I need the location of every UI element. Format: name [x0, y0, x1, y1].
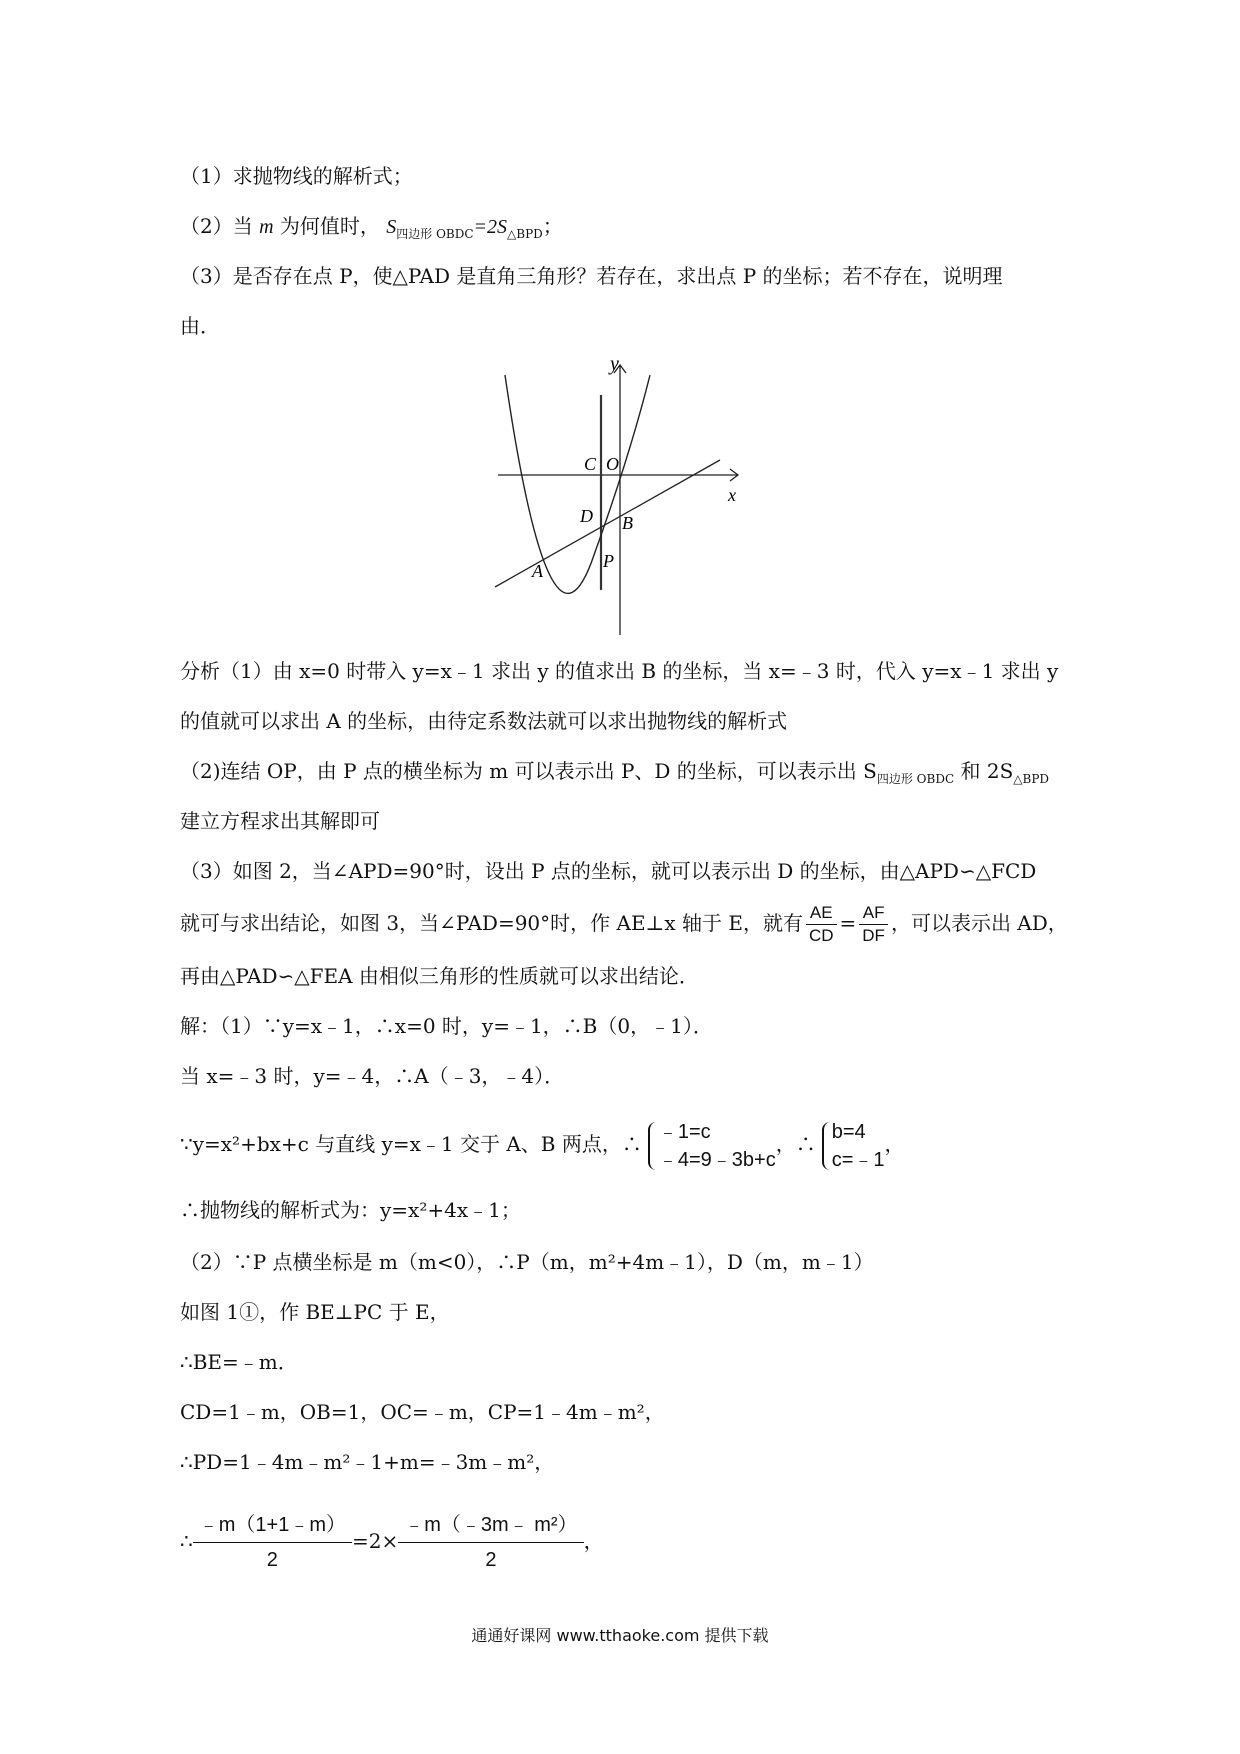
- question-3-line1: （3）是否存在点 P，使△PAD 是直角三角形？若存在，求出点 P 的坐标；若不存在，说明理: [180, 264, 1003, 288]
- fraction-af-df: [858, 902, 889, 947]
- question-1: （1）求抛物线的解析式；: [180, 164, 413, 188]
- frac-right-num: ﹣m（﹣3m﹣ m²）: [398, 1508, 583, 1543]
- solution-line-2: 当 x=﹣3 时，y=﹣4，∴A（﹣3，﹣4）．: [180, 1064, 565, 1088]
- footer-credit: 通通好课网 www.tthaoke.com 提供下载: [471, 1626, 769, 1645]
- solution-line-7: ∴BE=﹣m．: [180, 1350, 298, 1374]
- analysis-line-4: 建立方程求出其解即可: [180, 809, 380, 833]
- solution-line-3: [180, 1108, 905, 1180]
- frac-left-den: 2: [266, 1549, 278, 1571]
- question-3-line2: 由．: [180, 314, 220, 338]
- frac-right-den: 2: [485, 1549, 497, 1571]
- sys2-row2: c=﹣1: [831, 1148, 885, 1171]
- label-y: y: [610, 353, 619, 375]
- parabola-figure: [480, 345, 760, 645]
- analysis-line-7: 再由△PAD∽△FEA 由相似三角形的性质就可以求出结论．: [180, 964, 699, 988]
- solution-line-9: ∴PD=1﹣4m﹣m²﹣1+m=﹣3m﹣m²，: [180, 1450, 555, 1474]
- frac-left-num: ﹣m（1+1﹣m）: [193, 1508, 352, 1543]
- solution-line-1: 解：（1）∵y=x﹣1，∴x=0 时，y=﹣1，∴B（0，﹣1）．: [180, 1014, 713, 1038]
- analysis-l3-b: 和 2S: [960, 759, 1014, 783]
- solution-s3-a: ∵y=x²+bx+c 与直线 y=x﹣1 交于 A、B 两点，∴: [180, 1132, 642, 1156]
- q2-eq: =2S: [473, 216, 508, 238]
- analysis-line-1: 分析（1）由 x=0 时带入 y=x﹣1 求出 y 的值求出 B 的坐标，当 x=﹣3 时，代入 y=x﹣1 求出 y: [180, 659, 1059, 683]
- q2-S: S: [386, 216, 397, 238]
- solution-s3-end: ，: [884, 1132, 905, 1156]
- frac-df: DF: [862, 926, 885, 945]
- analysis-line-3: [180, 757, 1049, 793]
- frac-af: AF: [859, 902, 889, 925]
- label-D: D: [580, 506, 593, 526]
- q2-sub2: △BPD: [507, 227, 543, 241]
- q2-m: m: [259, 216, 274, 238]
- solution-s3-mid: ，∴: [775, 1132, 816, 1156]
- parabola-curve: [505, 375, 650, 593]
- solution-s10-pre: ∴: [180, 1529, 193, 1553]
- equation-system-2: [820, 1118, 885, 1174]
- solution-line-5: （2）∵P 点横坐标是 m（m<0），∴P（m，m²+4m﹣1），D（m，m﹣1）: [180, 1250, 874, 1274]
- sys1-row2: ﹣4=9﹣3b+c: [657, 1148, 776, 1171]
- analysis-l6-eq: =: [839, 911, 857, 935]
- solution-line-4: ∴抛物线的解析式为：y=x²+4x﹣1；: [180, 1198, 521, 1222]
- q2-prefix: （2）当: [180, 214, 253, 238]
- q2-mid: 为何值时，: [279, 214, 380, 238]
- sys2-row1: b=4: [831, 1120, 866, 1143]
- solution-line-8: CD=1﹣m，OB=1，OC=﹣m，CP=1﹣4m﹣m²，: [180, 1400, 665, 1424]
- solution-line-10: [180, 1506, 604, 1577]
- analysis-line-6: [180, 898, 1068, 948]
- fraction-ae-cd: [805, 902, 838, 947]
- analysis-l3-sub1: 四边形 OBDC: [876, 772, 955, 786]
- label-x: x: [728, 485, 736, 505]
- label-A: A: [532, 561, 543, 581]
- label-C: C: [584, 454, 597, 474]
- frac-ae: AE: [806, 902, 837, 925]
- equation-system-1: [646, 1118, 776, 1174]
- solution-s10-end: ，: [583, 1529, 604, 1553]
- solution-s10-mid: =2×: [351, 1529, 399, 1553]
- label-B: B: [622, 513, 633, 533]
- analysis-l3-a: （2)连结 OP，由 P 点的横坐标为 m 可以表示出 P、D 的坐标，可以表示出 S: [180, 759, 877, 783]
- analysis-l6-a: 就可与求出结论，如图 3，当∠PAD=90°时，作 AE⊥x 轴于 E，就有: [180, 911, 803, 935]
- q2-sub1: 四边形 OBDC: [396, 227, 474, 241]
- label-P: P: [603, 551, 614, 571]
- analysis-l6-b: ，可以表示出 AD，: [890, 911, 1068, 935]
- analysis-l3-sub2: △BPD: [1013, 772, 1050, 786]
- q2-end: ；: [542, 214, 563, 238]
- question-2: [180, 212, 563, 248]
- analysis-line-5: （3）如图 2，当∠APD=90°时，设出 P 点的坐标，就可以表示出 D 的坐标，由△APD∽△FCD: [180, 859, 1037, 883]
- frac-cd: CD: [808, 926, 834, 945]
- fraction-right: [398, 1508, 583, 1577]
- fraction-left: [193, 1508, 352, 1577]
- analysis-line-2: 的值就可以求出 A 的坐标，由待定系数法就可以求出抛物线的解析式: [180, 709, 788, 733]
- label-O: O: [606, 454, 619, 474]
- solution-line-6: 如图 1①，作 BE⊥PC 于 E，: [180, 1300, 450, 1324]
- sys1-row1: ﹣1=c: [657, 1120, 711, 1143]
